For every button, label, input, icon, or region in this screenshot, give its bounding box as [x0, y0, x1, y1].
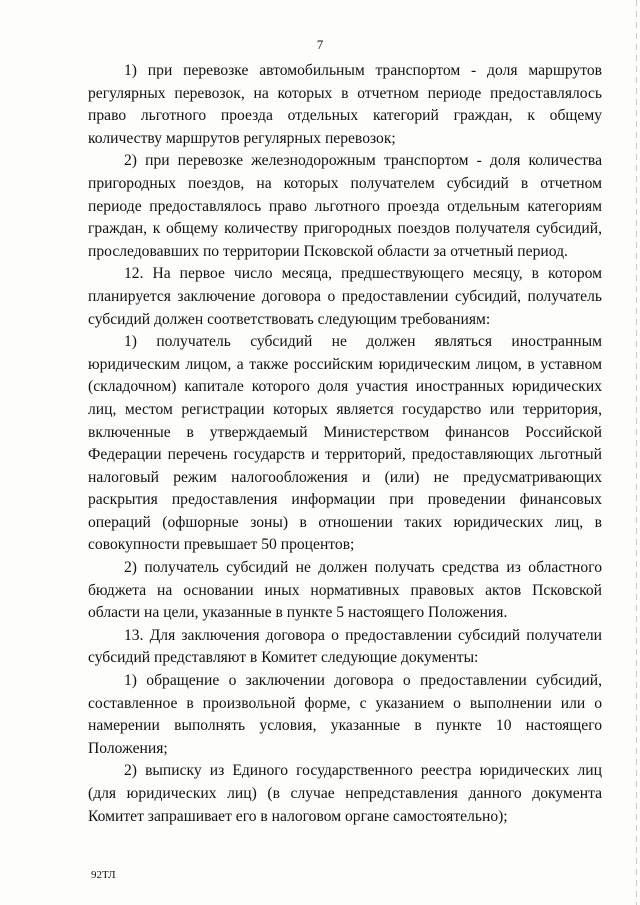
document-body	[88, 60, 602, 828]
paragraph-subitem-2-rail: 2) при перевозке железнодорожным транспортом - доля количества пригородных поездов, на которых получателем субсидий в отчетном периоде предоставлялось право льготного проезда отдельным категориям граждан, к общему количеству пригородных поездов получателя субсидий, проследовавших по территории Псковской области за отчетный период.	[88, 152, 602, 260]
scan-edge-line	[636, 0, 637, 905]
paragraph-clause-12-item-1: 1) получатель субсидий не должен являться иностранным юридическим лицом, а также российским юридическим лицом, в уставном (складочном) капитале которого доля участия иностранных юридических лиц, местом регистрации которых является государство или территория, включенные в утверждаемый Министерством финансов Российской Федерации перечень государств и территорий, предоставляющих льготный налоговый режим налогообложения и (или) не предусматривающих раскрытия предоставления информации при проведении финансовых операций (офшорные зоны) в отношении таких юридических лиц, в совокупности превышает 50 процентов;	[88, 333, 602, 554]
paragraph-clause-13: 13. Для заключения договора о предоставлении субсидий получатели субсидий представляют в Комитет следующие документы:	[88, 626, 602, 667]
footer-document-code: 92ТЛ	[91, 869, 116, 881]
page-number: 7	[316, 37, 324, 52]
paragraph-clause-12-item-2: 2) получатель субсидий не должен получать средства из областного бюджета на основании иных нормативных правовых актов Псковской области на цели, указанные в пункте 5 настоящего Положения.	[88, 559, 602, 622]
paragraph-subitem-1-auto: 1) при перевозке автомобильным транспортом - доля маршрутов регулярных перевозок, на которых в отчетном периоде предоставлялось право льготного проезда отдельных категорий граждан, к общему количеству маршрутов регулярных перевозок;	[88, 62, 602, 147]
paragraph-clause-12: 12. На первое число месяца, предшествующего месяцу, в котором планируется заключение договора о предоставлении субсидий, получатель субсидий должен соответствовать следующим требованиям:	[88, 265, 602, 328]
paragraph-clause-13-item-2: 2) выписку из Единого государственного реестра юридических лиц (для юридических лиц) (в случае непредставления данного документа Комитет запрашивает его в налоговом органе самостоятельно);	[88, 762, 602, 825]
paragraph-clause-13-item-1: 1) обращение о заключении договора о предоставлении субсидий, составленное в произвольной форме, с указанием о выполнении или о намерении выполнять условия, указанные в пункте 10 настоящего Положения;	[88, 672, 602, 757]
